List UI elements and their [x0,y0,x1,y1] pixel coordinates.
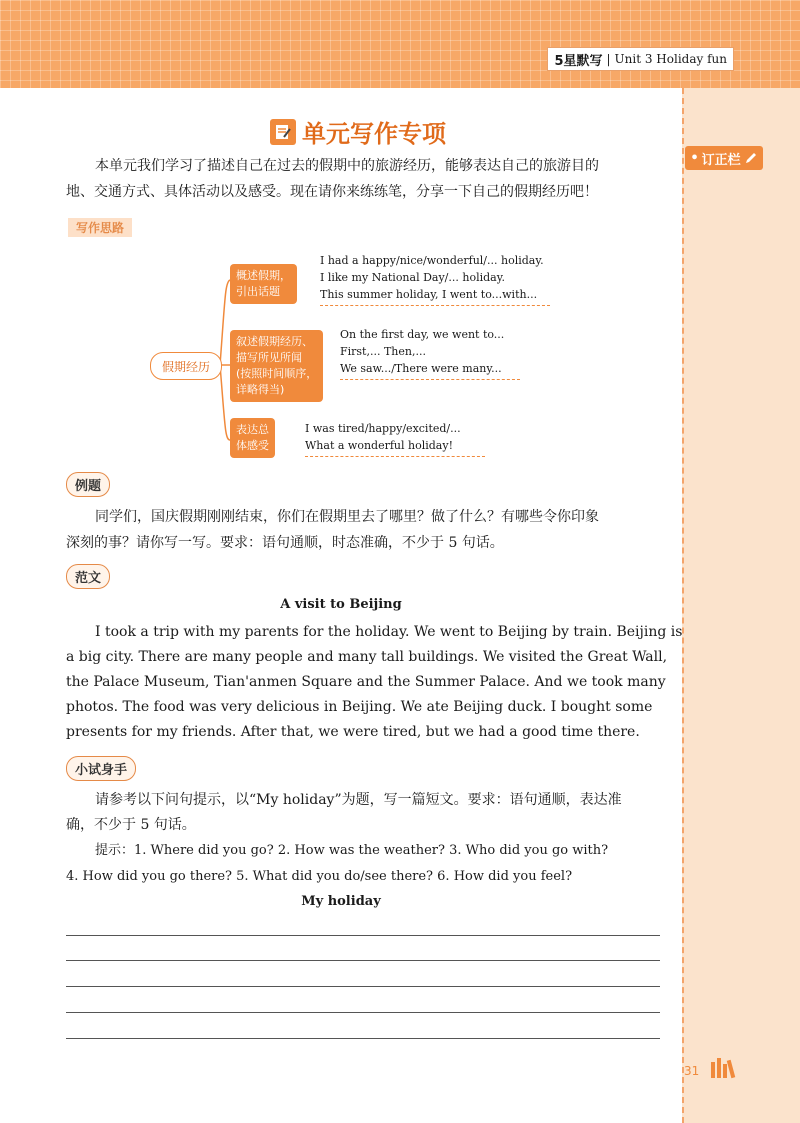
example-line-2: 深刻的事？请你写一写。要求：语句通顺，时态准确，不少于 5 句话。 [66,535,504,551]
intro-line-2: 地、交通方式、具体活动以及感受。现在请你来练练笔，分享一下自己的假期经历吧！ [66,184,598,200]
mind-map-connectors [0,0,682,470]
mind-text-line: I had a happy/nice/wonderful/... holiday. [320,254,544,267]
node-line: 表达总 [236,423,269,436]
node-line: 描写所见所闻 [236,351,302,364]
practice-line-1: 请参考以下问句提示，以“My holiday”为题，写一篇短文。要求：语句通顺，表达准 [95,792,622,808]
model-line-3: the Palace Museum, Tian'anmen Square and the Summer Palace. And we took many [66,674,666,690]
correction-column [682,88,800,1123]
node-line: 详略得当) [236,383,285,396]
writing-line[interactable] [66,935,660,936]
writing-line[interactable] [66,1012,660,1013]
mind-node-experience [230,330,323,402]
hints-line-2: 4. How did you go there? 5. What did you do/see there? 6. How did you feel? [66,869,573,884]
pencil-icon [744,151,758,165]
node-line: 概述假期， [236,269,291,282]
series-name: 5星默写 [554,53,603,69]
mind-node-intro [230,264,297,304]
correction-label: • 订正栏 [685,146,763,170]
model-line-1: I took a trip with my parents for the holiday. We went to Beijing by train. Beijing is [95,624,683,640]
example-line-1: 同学们，国庆假期刚刚结束，你们在假期里去了哪里？做了什么？有哪些令你印象 [95,509,599,525]
writing-line[interactable] [66,1038,660,1039]
correction-label-text: 订正栏 [701,152,741,168]
model-line-2: a big city. There are many people and many tall buildings. We visited the Great Wall, [66,649,668,665]
model-line-5: presents for my friends. After that, we were tired, but we had a good time there. [66,724,640,740]
hints-line-1: 提示：1. Where did you go? 2. How was the weather? 3. Who did you go with? [95,843,609,858]
practice-line-2: 确，不少于 5 句话。 [66,817,196,833]
writing-line[interactable] [66,986,660,987]
thinking-label: 写作思路 [68,218,132,237]
mind-text-line: On the first day, we went to... [340,328,505,341]
mind-text-line: This summer holiday, I went to...with... [320,288,538,301]
practice-essay-title: My holiday [301,894,381,909]
mind-text-line: What a wonderful holiday! [305,439,454,452]
model-essay-title: A visit to Beijing [280,597,402,612]
node-line: 叙述假期经历、 [236,335,313,348]
mind-text-line: First,... Then,... [340,345,426,358]
mind-text-experience [340,326,520,380]
books-icon [711,1058,733,1078]
model-line-4: photos. The food was very delicious in Beijing. We ate Beijing duck. I bought some [66,699,653,715]
intro-line-1: 本单元我们学习了描述自己在过去的假期中的旅游经历，能够表达自己的旅游目的 [95,158,599,174]
practice-badge: 小试身手 [66,756,136,781]
page-title-text: 单元写作专项 [302,120,446,148]
mind-map-center: 假期经历 [150,352,222,380]
mind-text-feeling [305,420,485,457]
example-badge: 例题 [66,472,110,497]
mind-text-line: I was tired/happy/excited/... [305,422,461,435]
mind-text-intro [320,252,550,306]
unit-name: Unit 3 Holiday fun [614,52,727,66]
node-line: 体感受 [236,439,269,452]
node-line: (按照时间顺序， [236,367,318,380]
node-line: 引出话题 [236,285,280,298]
mind-text-line: I like my National Day/... holiday. [320,271,505,284]
writing-line[interactable] [66,960,660,961]
mind-node-feeling [230,418,275,458]
model-badge: 范文 [66,564,110,589]
page-number: 31 [684,1064,700,1078]
mind-text-line: We saw.../There were many... [340,362,502,375]
header-divider: | [606,52,611,66]
